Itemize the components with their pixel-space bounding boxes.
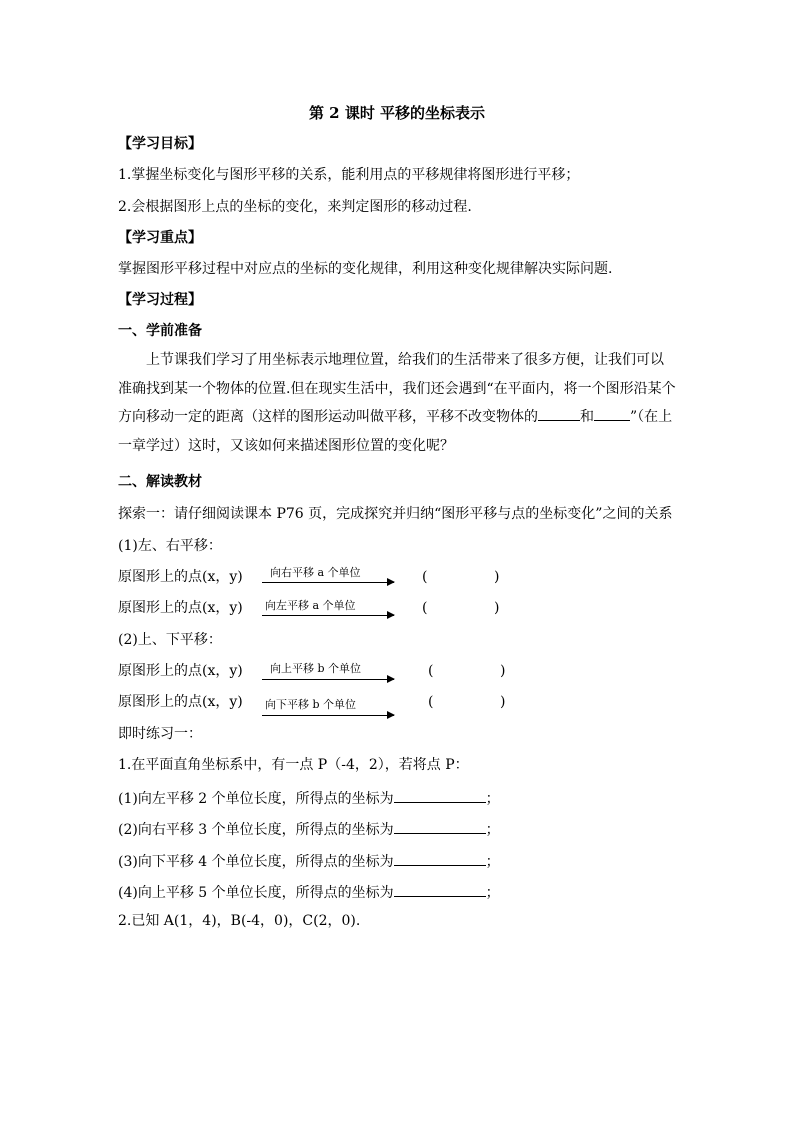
arrow-left-icon [262,615,394,616]
process-heading: 【学习过程】 [118,292,202,308]
blank-2 [594,406,630,421]
arrow-up-label: 向上平移 b 个单位 [270,662,362,675]
answer-blank-3 [394,849,486,866]
answer-blank-1 [394,786,486,803]
question-1-1: (1)向左平移 2 个单位长度，所得点的坐标为 ； [118,786,500,809]
up-down-heading: (2)上、下平移： [118,632,222,648]
blank-1 [538,406,580,421]
point-label-up: 原图形上的点(x，y) [118,663,243,679]
part2-heading: 二、解读教材 [118,474,202,490]
focus-heading: 【学习重点】 [118,230,202,246]
question-1-3: (3)向下平移 4 个单位长度，所得点的坐标为 ； [118,849,500,872]
goal-2: 2.会根据图形上点的坐标的变化，来判定图形的移动过程. [118,199,472,215]
part1-text-and: 和 [580,409,594,425]
arrow-right-icon [262,582,394,583]
focus-text: 掌握图形平移过程中对应点的坐标的变化规律，利用这种变化规律解决实际问题. [118,261,613,277]
arrow-left-label: 向左平移 a 个单位 [265,599,356,612]
part1-paragraph [118,346,676,460]
answer-paren-up: ( ) [428,663,506,679]
answer-paren-right: ( ) [422,569,500,585]
arrow-up-icon [262,679,394,680]
left-right-heading: (1)左、右平移： [118,538,222,554]
part1-heading: 一、学前准备 [118,323,202,339]
part1-text-b: ”（在上一章学过）这时，又该如何来描述图形位置的变化呢？ [118,409,673,454]
arrow-right-label: 向右平移 a 个单位 [270,566,361,579]
answer-blank-4 [394,880,486,897]
answer-blank-2 [394,817,486,834]
explore-1: 探索一：请仔细阅读课本 P76 页，完成探究并归纳“图形平移与点的坐标变化”之间的关系 [118,506,673,522]
question-1: 1.在平面直角坐标系中，有一点 P（-4，2），若将点 P： [118,757,469,773]
arrow-down-label: 向下平移 b 个单位 [265,698,357,711]
question-1-4: (4)向上平移 5 个单位长度，所得点的坐标为 ； [118,880,500,903]
question-1-2: (2)向右平移 3 个单位长度，所得点的坐标为 ； [118,817,500,840]
practice-heading: 即时练习一： [118,726,202,742]
question-2: 2.已知 A(1，4)，B(-4，0)，C(2，0). [118,913,361,929]
point-label-down: 原图形上的点(x，y) [118,694,243,710]
answer-paren-left: ( ) [422,600,500,616]
page-title: 第 2 课时 平移的坐标表示 [308,104,486,122]
arrow-down-icon [262,715,394,716]
point-label-left: 原图形上的点(x，y) [118,600,243,616]
part1-text-a: 上节课我们学习了用坐标表示地理位置，给我们的生活带来了很多方便，让我们可以准确找到某一个物体的位置.但在现实生活中，我们还会遇到“在平面内，将一个图形沿某个方向移动一定的距离（这样的图形运动叫做平移，平移不改变物体的 [118,352,676,425]
goals-heading: 【学习目标】 [118,136,202,152]
goal-1: 1.掌握坐标变化与图形平移的关系，能利用点的平移规律将图形进行平移； [118,167,580,183]
answer-paren-down: ( ) [428,694,506,710]
point-label-right: 原图形上的点(x，y) [118,569,243,585]
